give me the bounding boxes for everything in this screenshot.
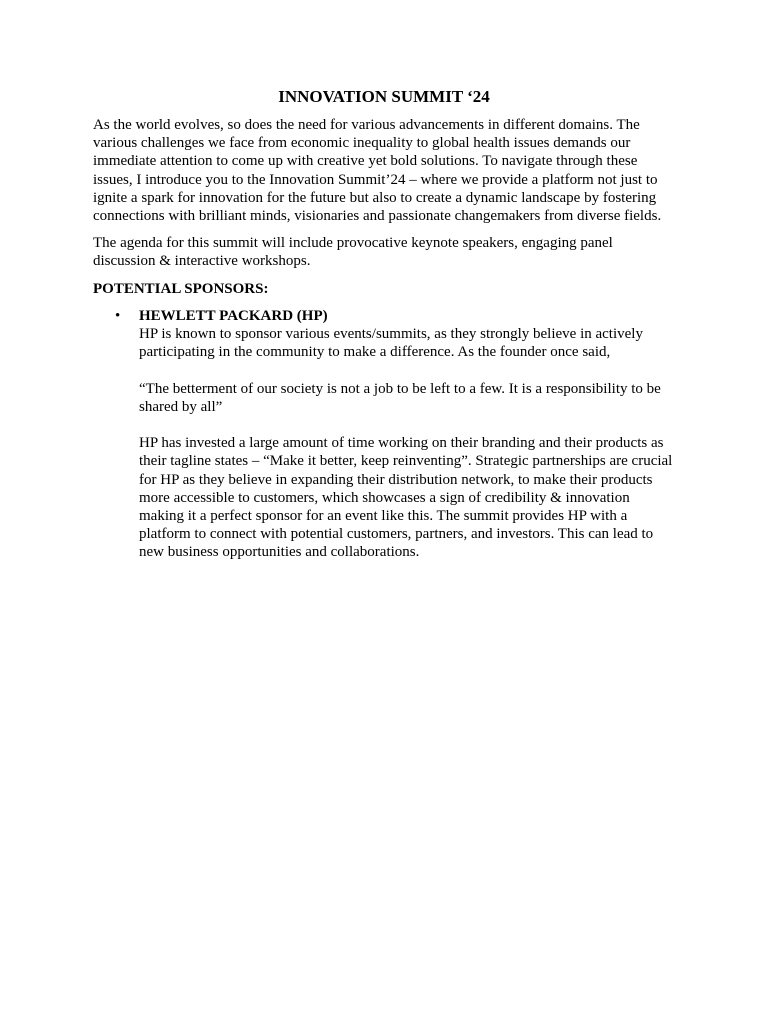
bullet-icon: • bbox=[115, 307, 121, 324]
sponsor-list bbox=[93, 307, 675, 562]
document-page bbox=[93, 87, 675, 562]
intro-paragraph: As the world evolves, so does the need for various advancements in different domains. The various challenges we face from economic inequality to global health issues demands our immediate attention to come up with creative yet bold solutions. To navigate through these issues, I introduce you to the Innovation Summit’24 – where we provide a platform not just to ignite a spark for innovation for the future but also to create a dynamic landscape by fostering connections with brilliant minds, visionaries and passionate changemakers from diverse fields. bbox=[93, 117, 662, 225]
blank-line bbox=[139, 361, 675, 379]
sponsor-paragraph-1: HP is known to sponsor various events/summits, as they strongly believe in actively participating in the community to make a difference. As the founder once said, bbox=[139, 326, 643, 361]
sponsor-item-hp bbox=[93, 307, 675, 562]
sponsors-heading: POTENTIAL SPONSORS: bbox=[93, 280, 269, 297]
sponsor-name: HEWLETT PACKARD (HP) bbox=[139, 307, 328, 324]
document-title: INNOVATION SUMMIT ‘24 bbox=[278, 87, 490, 106]
agenda-paragraph: The agenda for this summit will include provocative keynote speakers, engaging panel discussion & interactive workshops. bbox=[93, 235, 613, 270]
sponsor-quote: “The betterment of our society is not a job to be left to a few. It is a responsibility to be shared by all” bbox=[139, 380, 661, 415]
sponsor-paragraph-2: HP has invested a large amount of time working on their branding and their products as their tagline states – “Make it better, keep reinventing”. Strategic partnerships are crucial for HP as they believe in expanding their distribution network, to make their products more accessible to customers, which showcases a sign of credibility & innovation making it a perfect sponsor for an event like this. The summit provides HP with a platform to connect with potential customers, partners, and investors. This can lead to new business opportunities and collaborations. bbox=[139, 435, 673, 561]
blank-line bbox=[139, 416, 675, 434]
